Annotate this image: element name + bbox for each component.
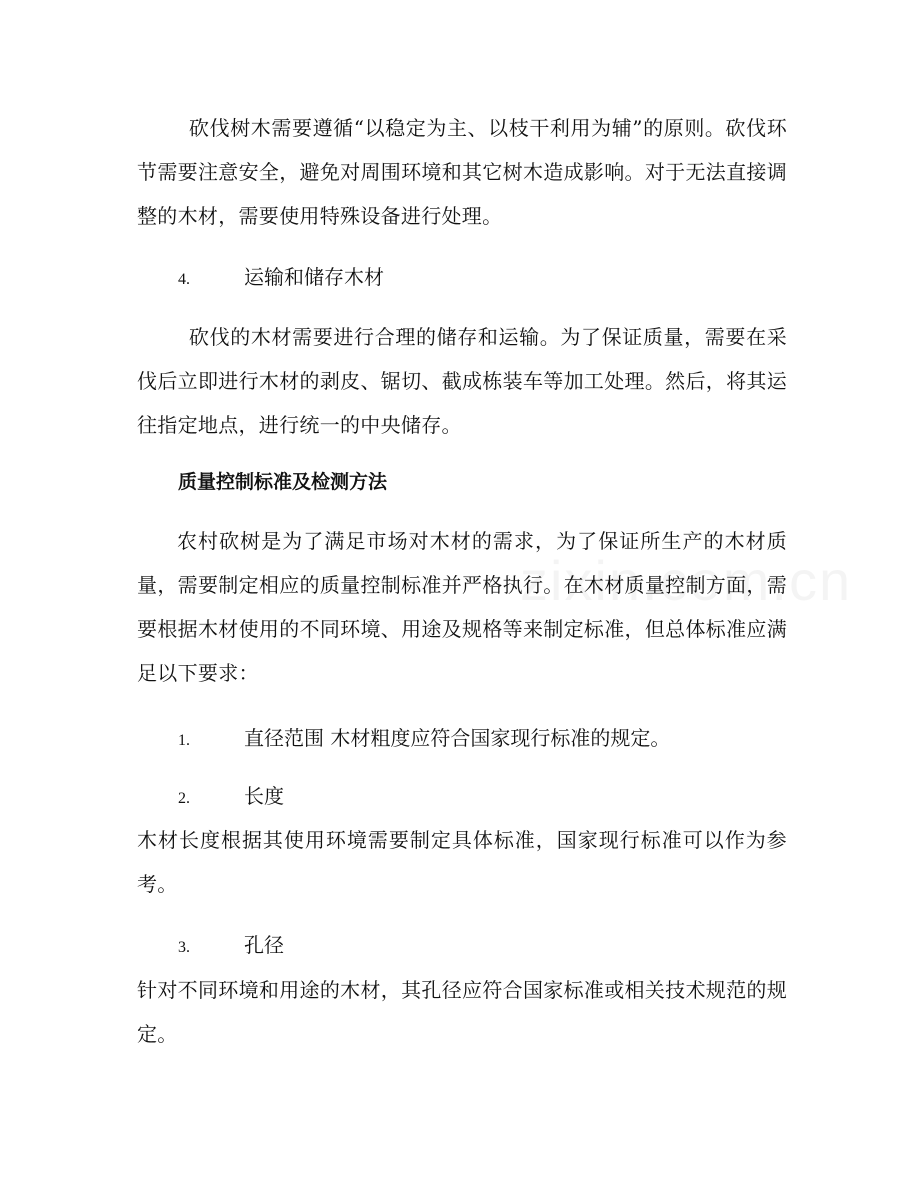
list-item-length [178, 781, 284, 814]
list-item-label: 运输和储存木材 [244, 265, 384, 289]
list-item-label: 孔径 [244, 933, 284, 957]
section-heading-quality-control: 质量控制标准及检测方法 [178, 471, 388, 493]
paragraph-aperture-standard: 针对不同环境和用途的木材，其孔径应符合国家标准或相关技术规范的规定。 [137, 978, 787, 1046]
list-item-aperture [178, 930, 284, 963]
list-item-number: 1. [178, 732, 190, 749]
list-item-label: 长度 [244, 784, 284, 808]
list-item-number: 2. [178, 790, 190, 807]
paragraph-felling-principle: 砍伐树木需要遵循“以稳定为主、以枝干利用为辅”的原则。砍伐环节需要注意安全，避免对周围环境和其它树木造成影响。对于无法直接调整的木材，需要使用特殊设备进行处理。 [137, 116, 787, 228]
paragraph-quality-requirements: 农村砍树是为了满足市场对木材的需求，为了保证所生产的木材质量，需要制定相应的质量控制标准并严格执行。在木材质量控制方面，需要根据木材使用的不同环境、用途及规格等来制定标准，但总体标准应满足以下要求： [137, 529, 787, 685]
list-item-transport-storage [178, 262, 384, 295]
list-item-number: 4. [178, 271, 190, 288]
list-item-number: 3. [178, 939, 190, 956]
list-item-label: 直径范围 木材粗度应符合国家现行标准的规定。 [244, 726, 671, 750]
paragraph-length-standard: 木材长度根据其使用环境需要制定具体标准，国家现行标准可以作为参考。 [137, 828, 787, 896]
paragraph-storage-transport: 砍伐的木材需要进行合理的储存和运输。为了保证质量，需要在采伐后立即进行木材的剥皮、锯切、截成栋装车等加工处理。然后，将其运往指定地点，进行统一的中央储存。 [137, 325, 787, 437]
list-item-diameter [178, 723, 670, 756]
